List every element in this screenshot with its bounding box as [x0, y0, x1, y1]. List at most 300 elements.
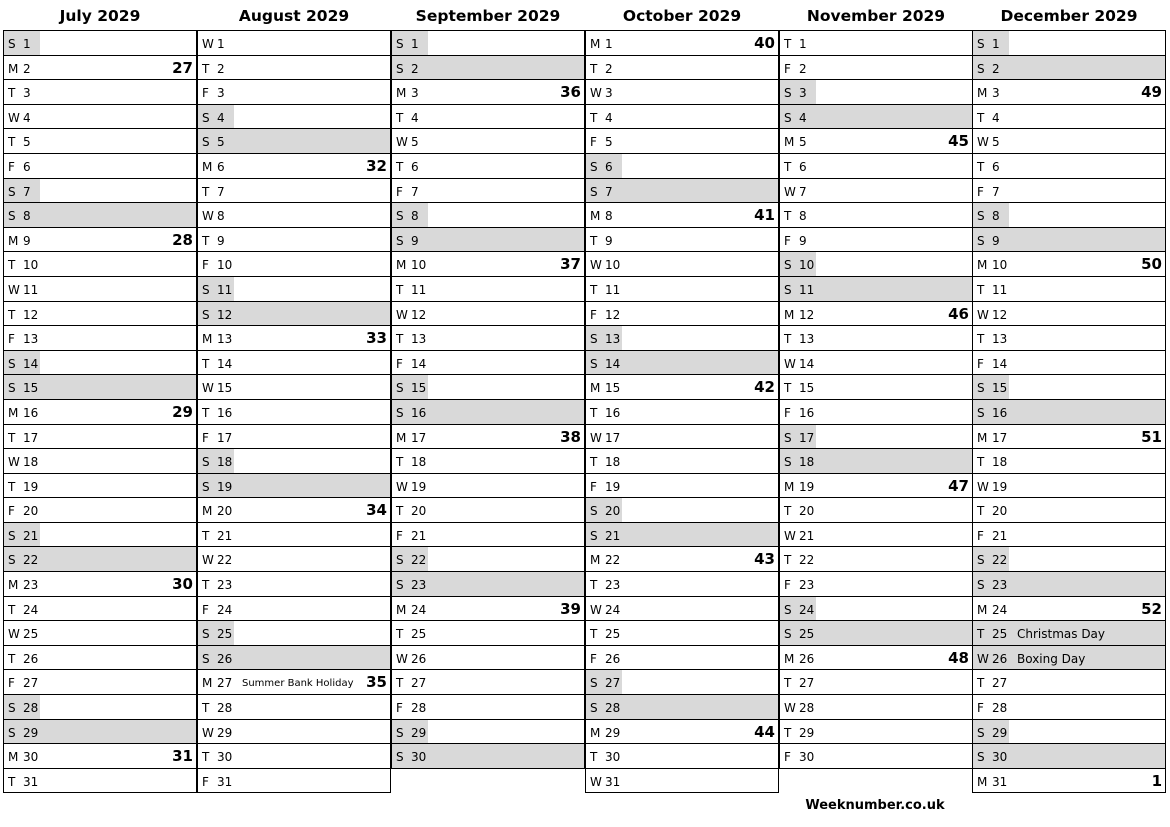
- day-number: 1: [411, 37, 419, 51]
- day-row[interactable]: [972, 400, 1166, 425]
- weekday-letter: S: [202, 307, 210, 322]
- day-row[interactable]: [779, 179, 973, 204]
- day-row[interactable]: [3, 375, 197, 400]
- weekday-letter: W: [202, 209, 214, 224]
- day-number: 28: [217, 701, 233, 716]
- day-row[interactable]: [3, 720, 197, 745]
- day-row[interactable]: [3, 572, 197, 597]
- weekday-letter: F: [8, 504, 15, 519]
- day-row[interactable]: [779, 129, 973, 154]
- day-row[interactable]: [972, 302, 1166, 327]
- day-row[interactable]: [779, 154, 973, 179]
- day-row[interactable]: [972, 154, 1166, 179]
- day-number: 6: [605, 159, 613, 174]
- week-number: 31: [172, 747, 193, 766]
- day-row[interactable]: [391, 326, 585, 351]
- day-number: 25: [799, 627, 815, 642]
- week-number: 27: [172, 58, 193, 77]
- weekday-letter: W: [202, 553, 214, 568]
- day-row[interactable]: [585, 720, 779, 745]
- weekday-letter: S: [8, 184, 16, 199]
- day-row[interactable]: [585, 695, 779, 720]
- weekday-letter: W: [8, 110, 20, 125]
- day-row[interactable]: [585, 80, 779, 105]
- week-number: 33: [366, 329, 387, 348]
- weekday-letter: T: [202, 528, 210, 543]
- day-row[interactable]: [3, 670, 197, 695]
- day-row[interactable]: [585, 449, 779, 474]
- day-row[interactable]: [391, 621, 585, 646]
- weekday-letter: W: [784, 528, 796, 543]
- day-row[interactable]: [779, 572, 973, 597]
- weekday-letter: T: [8, 479, 16, 494]
- day-row[interactable]: [779, 547, 973, 572]
- week-number: 30: [172, 575, 193, 594]
- weekday-letter: T: [977, 627, 985, 642]
- day-number: 18: [605, 455, 621, 470]
- day-row[interactable]: [391, 523, 585, 548]
- day-row[interactable]: [3, 769, 197, 794]
- day-number: 13: [411, 332, 427, 347]
- day-number: 22: [23, 553, 39, 568]
- day-row[interactable]: [3, 597, 197, 622]
- day-row[interactable]: [197, 203, 391, 228]
- day-row[interactable]: [391, 252, 585, 277]
- holiday-label: Summer Bank Holiday: [242, 678, 354, 690]
- weekday-letter: W: [8, 455, 20, 470]
- day-number: 20: [799, 504, 815, 519]
- day-row[interactable]: [779, 228, 973, 253]
- day-row[interactable]: [3, 179, 197, 204]
- weekday-letter: W: [202, 381, 214, 396]
- day-row[interactable]: [779, 80, 973, 105]
- day-row[interactable]: [779, 326, 973, 351]
- day-row[interactable]: [197, 695, 391, 720]
- day-number: 7: [605, 184, 613, 199]
- day-row[interactable]: [779, 277, 973, 302]
- weekday-letter: M: [977, 602, 988, 617]
- day-row[interactable]: [779, 449, 973, 474]
- day-row[interactable]: [972, 129, 1166, 154]
- day-number: 15: [217, 381, 233, 396]
- day-row[interactable]: [391, 351, 585, 376]
- weekday-letter: F: [202, 258, 209, 273]
- weekday-letter: S: [8, 37, 16, 51]
- weekday-letter: S: [8, 725, 16, 740]
- day-row[interactable]: [391, 449, 585, 474]
- day-number: 17: [992, 430, 1008, 445]
- day-row[interactable]: [197, 498, 391, 523]
- day-row[interactable]: [972, 769, 1166, 794]
- day-number: 14: [23, 356, 39, 371]
- day-row[interactable]: [779, 523, 973, 548]
- day-row[interactable]: [779, 203, 973, 228]
- day-number: 2: [411, 61, 419, 76]
- day-number: 12: [23, 307, 39, 322]
- day-row[interactable]: [3, 498, 197, 523]
- day-row[interactable]: [779, 597, 973, 622]
- day-number: 12: [799, 307, 815, 322]
- day-row[interactable]: [972, 105, 1166, 130]
- day-row[interactable]: [779, 744, 973, 769]
- day-row[interactable]: [972, 474, 1166, 499]
- day-number: 20: [23, 504, 39, 519]
- day-row[interactable]: [3, 228, 197, 253]
- day-row[interactable]: [197, 228, 391, 253]
- weekday-letter: W: [977, 651, 989, 666]
- month-day-list: [779, 30, 973, 769]
- day-row[interactable]: [3, 80, 197, 105]
- weekday-letter: M: [977, 86, 988, 101]
- day-number: 30: [799, 750, 815, 765]
- day-row[interactable]: [3, 474, 197, 499]
- day-row[interactable]: [585, 769, 779, 794]
- day-row[interactable]: [779, 400, 973, 425]
- day-row[interactable]: [779, 252, 973, 277]
- weekday-letter: T: [784, 725, 792, 740]
- day-row[interactable]: [779, 105, 973, 130]
- day-number: 9: [217, 233, 225, 248]
- weekday-letter: W: [590, 430, 602, 445]
- day-row[interactable]: [3, 523, 197, 548]
- day-row[interactable]: [197, 400, 391, 425]
- weekday-letter: T: [202, 233, 210, 248]
- day-row[interactable]: [197, 769, 391, 794]
- day-row[interactable]: [972, 228, 1166, 253]
- day-row[interactable]: [391, 572, 585, 597]
- day-row[interactable]: [3, 203, 197, 228]
- day-row[interactable]: [3, 695, 197, 720]
- day-row[interactable]: [585, 351, 779, 376]
- day-row[interactable]: [585, 228, 779, 253]
- day-row[interactable]: [779, 302, 973, 327]
- day-number: 23: [992, 578, 1008, 593]
- day-row[interactable]: [197, 720, 391, 745]
- day-row[interactable]: [391, 129, 585, 154]
- day-row[interactable]: [972, 695, 1166, 720]
- holiday-label: Boxing Day: [1017, 651, 1086, 666]
- day-row[interactable]: [585, 400, 779, 425]
- weekday-letter: F: [784, 750, 791, 765]
- day-number: 1: [799, 37, 807, 51]
- weekday-letter: M: [8, 578, 19, 593]
- day-row[interactable]: [972, 252, 1166, 277]
- day-row[interactable]: [391, 80, 585, 105]
- day-row[interactable]: [197, 31, 391, 56]
- day-number: 3: [23, 86, 31, 101]
- day-number: 9: [23, 233, 31, 248]
- day-row[interactable]: [779, 425, 973, 450]
- day-row[interactable]: [972, 425, 1166, 450]
- day-row[interactable]: [391, 498, 585, 523]
- day-number: 8: [605, 209, 613, 224]
- day-row[interactable]: [391, 203, 585, 228]
- day-row[interactable]: [972, 351, 1166, 376]
- day-row[interactable]: [197, 597, 391, 622]
- day-number: 22: [217, 553, 233, 568]
- day-number: 23: [605, 578, 621, 593]
- day-row[interactable]: [585, 597, 779, 622]
- day-number: 27: [217, 676, 233, 691]
- day-row[interactable]: [585, 154, 779, 179]
- day-number: 2: [23, 61, 31, 76]
- day-row[interactable]: [391, 695, 585, 720]
- day-number: 18: [992, 455, 1008, 470]
- weekday-letter: T: [8, 307, 16, 322]
- day-row[interactable]: [779, 621, 973, 646]
- weekday-letter: S: [977, 381, 985, 396]
- day-number: 7: [992, 184, 1000, 199]
- weekday-letter: T: [202, 356, 210, 371]
- day-number: 30: [23, 750, 39, 765]
- day-row[interactable]: [197, 326, 391, 351]
- day-row[interactable]: [3, 252, 197, 277]
- day-number: 4: [992, 110, 1000, 125]
- day-row[interactable]: [972, 572, 1166, 597]
- day-row[interactable]: [391, 720, 585, 745]
- day-row[interactable]: [197, 572, 391, 597]
- day-row[interactable]: [391, 400, 585, 425]
- day-row[interactable]: [391, 375, 585, 400]
- day-row[interactable]: [197, 105, 391, 130]
- weekday-letter: F: [396, 701, 403, 716]
- day-row[interactable]: [585, 31, 779, 56]
- day-row[interactable]: [391, 744, 585, 769]
- day-number: 7: [799, 184, 807, 199]
- day-row[interactable]: [391, 670, 585, 695]
- weekday-letter: W: [590, 774, 602, 789]
- day-row[interactable]: [3, 326, 197, 351]
- day-row[interactable]: [779, 695, 973, 720]
- day-number: 20: [992, 504, 1008, 519]
- day-number: 17: [411, 430, 427, 445]
- day-row[interactable]: [197, 351, 391, 376]
- day-row[interactable]: [972, 203, 1166, 228]
- weekday-letter: T: [977, 455, 985, 470]
- day-row[interactable]: [972, 326, 1166, 351]
- day-number: 16: [799, 405, 815, 420]
- day-row[interactable]: [391, 425, 585, 450]
- day-number: 21: [23, 528, 39, 543]
- day-row[interactable]: [585, 474, 779, 499]
- day-row[interactable]: [197, 744, 391, 769]
- weekday-letter: T: [784, 159, 792, 174]
- day-row[interactable]: [585, 375, 779, 400]
- day-row[interactable]: [391, 547, 585, 572]
- day-number: 28: [411, 701, 427, 716]
- day-number: 14: [217, 356, 233, 371]
- day-row[interactable]: [972, 547, 1166, 572]
- day-number: 22: [605, 553, 621, 568]
- day-row[interactable]: [972, 449, 1166, 474]
- day-number: 26: [217, 651, 233, 666]
- day-row[interactable]: [3, 425, 197, 450]
- day-row[interactable]: [972, 375, 1166, 400]
- weekend-shade-full: [198, 129, 390, 153]
- day-row[interactable]: [779, 720, 973, 745]
- day-row[interactable]: [197, 670, 391, 695]
- day-row[interactable]: [391, 646, 585, 671]
- day-row[interactable]: [391, 474, 585, 499]
- day-row[interactable]: [585, 621, 779, 646]
- day-number: 26: [411, 651, 427, 666]
- day-row[interactable]: [972, 31, 1166, 56]
- day-row[interactable]: [585, 277, 779, 302]
- day-row[interactable]: [585, 572, 779, 597]
- day-number: 3: [605, 86, 613, 101]
- day-row[interactable]: [197, 621, 391, 646]
- day-number: 6: [992, 159, 1000, 174]
- weekday-letter: T: [8, 430, 16, 445]
- day-row[interactable]: [3, 31, 197, 56]
- day-row[interactable]: [779, 646, 973, 671]
- day-row[interactable]: [972, 80, 1166, 105]
- day-row[interactable]: [197, 523, 391, 548]
- day-row[interactable]: [585, 302, 779, 327]
- day-row[interactable]: [391, 105, 585, 130]
- day-row[interactable]: [197, 56, 391, 81]
- day-number: 1: [217, 37, 225, 51]
- weekday-letter: W: [590, 86, 602, 101]
- day-row[interactable]: [779, 31, 973, 56]
- day-row[interactable]: [3, 744, 197, 769]
- day-row[interactable]: [585, 252, 779, 277]
- weekday-letter: S: [202, 651, 210, 666]
- day-row[interactable]: [197, 154, 391, 179]
- day-row[interactable]: [972, 179, 1166, 204]
- day-number: 17: [605, 430, 621, 445]
- day-row[interactable]: [972, 277, 1166, 302]
- weekday-letter: S: [784, 430, 792, 445]
- day-number: 4: [217, 110, 225, 125]
- day-row[interactable]: [3, 351, 197, 376]
- day-row[interactable]: [585, 547, 779, 572]
- day-number: 15: [23, 381, 39, 396]
- day-row[interactable]: [197, 375, 391, 400]
- day-row[interactable]: [3, 400, 197, 425]
- day-row[interactable]: [972, 744, 1166, 769]
- day-row[interactable]: [779, 56, 973, 81]
- day-number: 25: [605, 627, 621, 642]
- week-number: 51: [1141, 427, 1162, 446]
- day-row[interactable]: [197, 179, 391, 204]
- day-row[interactable]: [972, 720, 1166, 745]
- day-row[interactable]: [391, 56, 585, 81]
- day-row[interactable]: [391, 179, 585, 204]
- day-row[interactable]: [3, 154, 197, 179]
- day-row[interactable]: [3, 129, 197, 154]
- day-row[interactable]: [3, 56, 197, 81]
- day-row[interactable]: [391, 597, 585, 622]
- day-number: 14: [992, 356, 1008, 371]
- day-number: 29: [605, 725, 621, 740]
- day-number: 21: [992, 528, 1008, 543]
- day-row[interactable]: [972, 523, 1166, 548]
- day-row[interactable]: [585, 105, 779, 130]
- day-row[interactable]: [972, 621, 1166, 646]
- weekday-letter: T: [396, 282, 404, 297]
- day-row[interactable]: [972, 670, 1166, 695]
- day-row[interactable]: [585, 203, 779, 228]
- day-row[interactable]: [197, 80, 391, 105]
- day-number: 26: [23, 651, 39, 666]
- day-row[interactable]: [391, 31, 585, 56]
- day-row[interactable]: [197, 474, 391, 499]
- day-number: 20: [605, 504, 621, 519]
- weekday-letter: W: [977, 135, 989, 150]
- day-number: 29: [217, 725, 233, 740]
- day-row[interactable]: [197, 129, 391, 154]
- day-row[interactable]: [779, 670, 973, 695]
- day-row[interactable]: [3, 621, 197, 646]
- day-row[interactable]: [585, 744, 779, 769]
- day-row[interactable]: [391, 302, 585, 327]
- day-row[interactable]: [197, 302, 391, 327]
- weekday-letter: S: [202, 627, 210, 642]
- day-row[interactable]: [585, 425, 779, 450]
- day-row[interactable]: [585, 498, 779, 523]
- weekday-letter: S: [396, 61, 404, 76]
- day-row[interactable]: [972, 597, 1166, 622]
- weekday-letter: F: [590, 135, 597, 150]
- footer-site-name[interactable]: Weeknumber.co.uk: [805, 798, 945, 813]
- day-row[interactable]: [197, 277, 391, 302]
- day-number: 21: [411, 528, 427, 543]
- day-row[interactable]: [197, 449, 391, 474]
- day-row[interactable]: [585, 646, 779, 671]
- day-row[interactable]: [585, 523, 779, 548]
- day-row[interactable]: [3, 105, 197, 130]
- day-row[interactable]: [3, 302, 197, 327]
- day-number: 10: [605, 258, 621, 273]
- day-row[interactable]: [3, 547, 197, 572]
- weekday-letter: T: [590, 455, 598, 470]
- day-row[interactable]: [972, 646, 1166, 671]
- day-number: 19: [217, 479, 233, 494]
- day-row[interactable]: [585, 56, 779, 81]
- day-row[interactable]: [197, 547, 391, 572]
- weekday-letter: T: [590, 110, 598, 125]
- day-row[interactable]: [3, 646, 197, 671]
- weekend-shade-full: [392, 228, 584, 252]
- day-number: 28: [992, 701, 1008, 716]
- day-row[interactable]: [585, 670, 779, 695]
- day-row[interactable]: [585, 326, 779, 351]
- day-row[interactable]: [779, 351, 973, 376]
- day-number: 3: [799, 86, 807, 101]
- weekday-letter: F: [8, 676, 15, 691]
- day-number: 11: [992, 282, 1008, 297]
- day-row[interactable]: [779, 498, 973, 523]
- day-row[interactable]: [585, 129, 779, 154]
- weekday-letter: F: [396, 356, 403, 371]
- day-row[interactable]: [391, 277, 585, 302]
- day-row[interactable]: [779, 375, 973, 400]
- day-row[interactable]: [197, 252, 391, 277]
- day-row[interactable]: [391, 228, 585, 253]
- day-row[interactable]: [197, 646, 391, 671]
- day-row[interactable]: [3, 277, 197, 302]
- day-row[interactable]: [391, 154, 585, 179]
- day-row[interactable]: [779, 474, 973, 499]
- day-row[interactable]: [585, 179, 779, 204]
- day-row[interactable]: [3, 449, 197, 474]
- day-row[interactable]: [972, 56, 1166, 81]
- day-number: 25: [217, 627, 233, 642]
- day-row[interactable]: [197, 425, 391, 450]
- day-row[interactable]: [972, 498, 1166, 523]
- weekday-letter: T: [396, 504, 404, 519]
